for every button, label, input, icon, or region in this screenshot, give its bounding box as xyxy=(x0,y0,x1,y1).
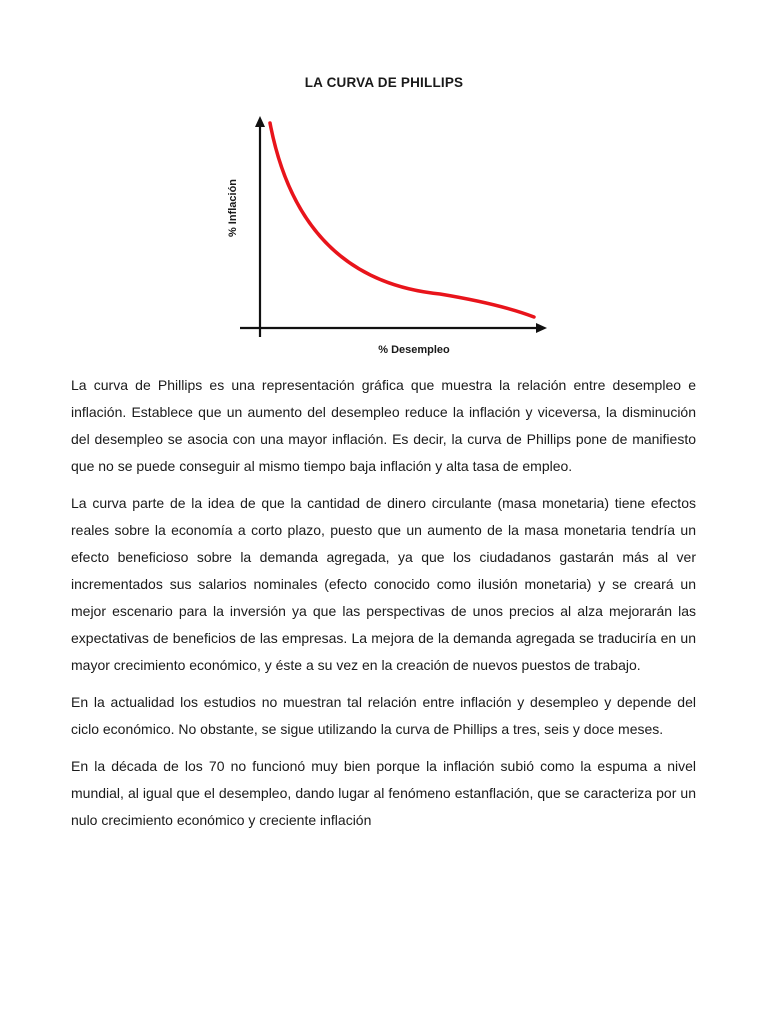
paragraph-3: En la actualidad los estudios no muestran tal relación entre inflación y desempleo y depende del ciclo económico. No obstante, se sigue utilizando la curva de Phillips a tres, seis y doce meses. xyxy=(71,694,696,737)
paragraph-1: La curva de Phillips es una representación gráfica que muestra la relación entre desempleo e inflación. Establece que un aumento del desempleo reduce la inflación y viceversa, la disminución del desempleo se asocia con una mayor inflación. Es decir, la curva de Phillips pone de manifiesto que no se puede conseguir al mismo tiempo baja inflación y alta tasa de empleo. xyxy=(71,377,696,474)
document-title: LA CURVA DE PHILLIPS xyxy=(304,75,464,90)
phillips-curve-figure xyxy=(0,100,768,365)
y-axis-label: % Inflación xyxy=(227,178,239,238)
paragraph-2: La curva parte de la idea de que la cantidad de dinero circulante (masa monetaria) tiene efectos reales sobre la economía a corto plazo, puesto que un aumento de la masa monetaria tendría un efecto beneficioso sobre la demanda agregada, ya que los ciudadanos gastarán más al ver incrementados sus salarios nominales (efecto conocido como ilusión monetaria) y se creará un mejor escenario para la inversión ya que las perspectivas de unos precios al alza mejorarán las expectativas de beneficios de las empresas. La mejora de la demanda agregada se traduciría en un mayor crecimiento económico, y éste a su vez en la creación de nuevos puestos de trabajo. xyxy=(71,495,696,673)
phillips-curve-diagram xyxy=(0,100,768,365)
x-axis-arrowhead xyxy=(536,323,547,333)
paragraph-4: En la década de los 70 no funcionó muy bien porque la inflación subió como la espuma a nivel mundial, al igual que el desempleo, dando lugar al fenómeno estanflación, que se caracteriza por un nulo crecimiento económico y creciente inflación xyxy=(71,758,696,828)
body-text xyxy=(71,372,696,844)
x-axis-label: % Desempleo xyxy=(378,344,450,356)
phillips-curve-line xyxy=(270,123,534,317)
y-axis-arrowhead xyxy=(255,116,265,127)
